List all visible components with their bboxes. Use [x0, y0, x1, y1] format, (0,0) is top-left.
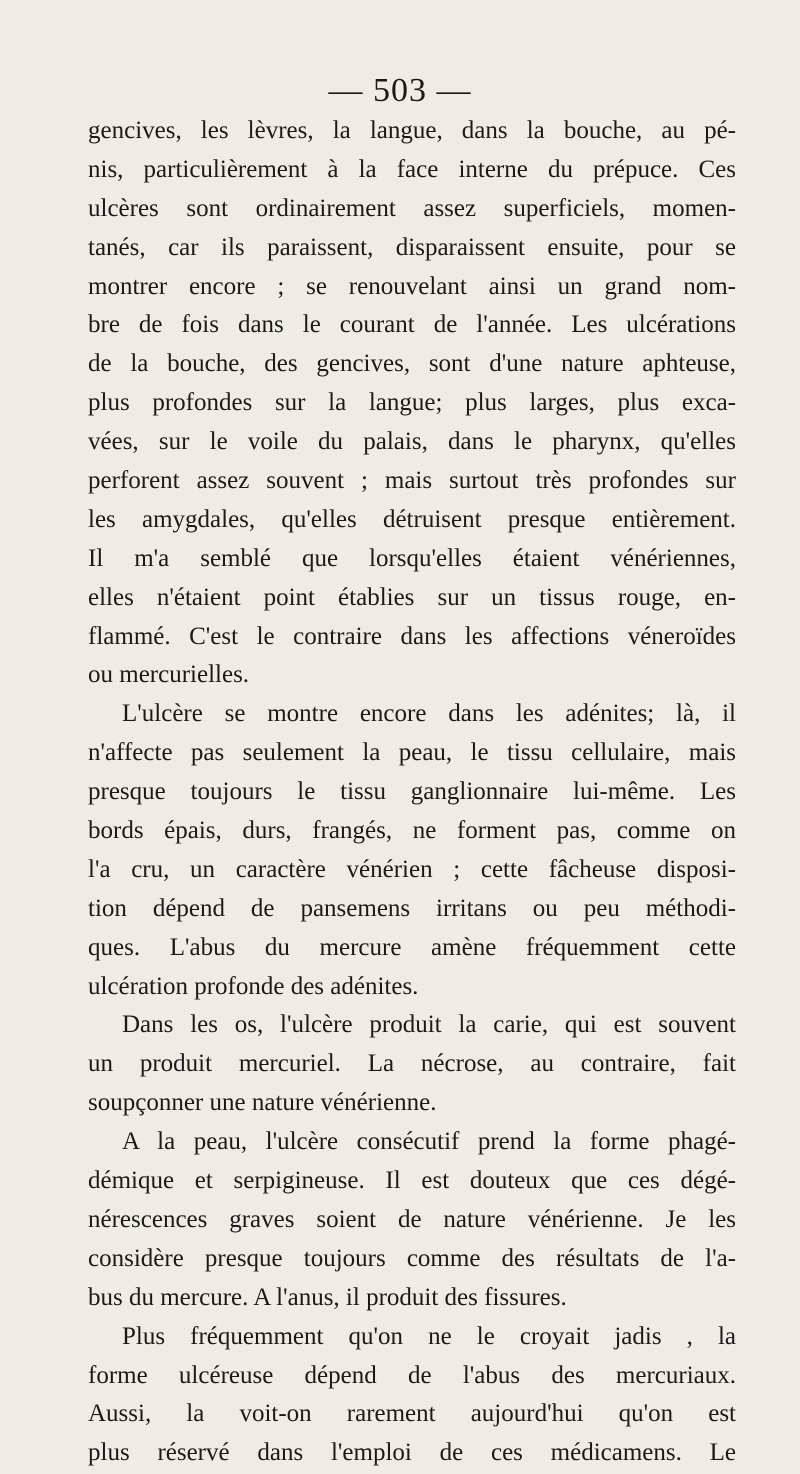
text-line: Dans les os, l'ulcère produit la carie, qui est souvent — [122, 1011, 736, 1039]
text-line: nérescences graves soient de nature vénérienne. Je les — [88, 1205, 736, 1233]
text-line: presque toujours le tissu ganglionnaire lui-même. Les — [88, 778, 736, 806]
text-line: considère presque toujours comme des résultats de l'a- — [88, 1244, 736, 1272]
text-line: vées, sur le voile du palais, dans le pharynx, qu'elles — [88, 428, 736, 456]
text-line: l'a cru, un caractère vénérien ; cette fâcheuse disposi- — [88, 855, 736, 883]
text-line: ques. L'abus du mercure amène fréquemment cette — [88, 933, 736, 961]
text-line: bre de fois dans le courant de l'année. Les ulcérations — [88, 311, 736, 339]
text-line: plus réservé dans l'emploi de ces médicamens. Le — [88, 1439, 736, 1467]
text-line: soupçonner une nature vénérienne. — [88, 1089, 437, 1117]
text-line: flammé. C'est le contraire dans les affections véneroïdes — [88, 622, 736, 650]
text-line: de la bouche, des gencives, sont d'une nature aphteuse, — [88, 350, 736, 378]
text-line: un produit mercuriel. La nécrose, au contraire, fait — [88, 1050, 736, 1078]
text-line: les amygdales, qu'elles détruisent presque entièrement. — [88, 505, 736, 533]
text-line: forme ulcéreuse dépend de l'abus des mercuriaux. — [88, 1361, 736, 1389]
text-line: montrer encore ; se renouvelant ainsi un grand nom- — [88, 272, 736, 300]
text-line: perforent assez souvent ; mais surtout très profondes sur — [88, 467, 736, 495]
text-line: Plus fréquemment qu'on ne le croyait jadis , la — [122, 1322, 736, 1350]
text-line: n'affecte pas seulement la peau, le tissu cellulaire, mais — [88, 739, 736, 767]
text-line: ulcères sont ordinairement assez superficiels, momen- — [88, 194, 736, 222]
text-line: Il m'a semblé que lorsqu'elles étaient vénériennes, — [88, 544, 736, 572]
text-line: ou mercurielles. — [88, 661, 250, 689]
text-line: Aussi, la voit-on rarement aujourd'hui qu'on est — [88, 1400, 736, 1428]
text-line: démique et serpigineuse. Il est douteux que ces dégé- — [88, 1167, 736, 1195]
page-number: — 503 — — [328, 72, 472, 109]
text-line: L'ulcère se montre encore dans les adénites; là, il — [122, 700, 736, 728]
text-line: A la peau, l'ulcère consécutif prend la forme phagé- — [122, 1128, 736, 1156]
text-line: nis, particulièrement à la face interne du prépuce. Ces — [88, 155, 736, 183]
text-line: gencives, les lèvres, la langue, dans la bouche, au pé- — [88, 117, 736, 144]
text-line: elles n'étaient point établies sur un tissus rouge, en- — [88, 583, 736, 611]
text-line: bus du mercure. A l'anus, il produit des fissures. — [88, 1283, 567, 1311]
text-line: tanés, car ils paraissent, disparaissent ensuite, pour se — [88, 233, 736, 261]
text-line: plus profondes sur la langue; plus larges, plus exca- — [88, 389, 736, 417]
text-line: ulcération profonde des adénites. — [88, 972, 419, 1000]
text-line: bords épais, durs, frangés, ne forment pas, comme on — [88, 817, 736, 845]
body-text — [88, 112, 736, 1473]
text-line: tion dépend de pansemens irritans ou peu méthodi- — [88, 894, 736, 922]
